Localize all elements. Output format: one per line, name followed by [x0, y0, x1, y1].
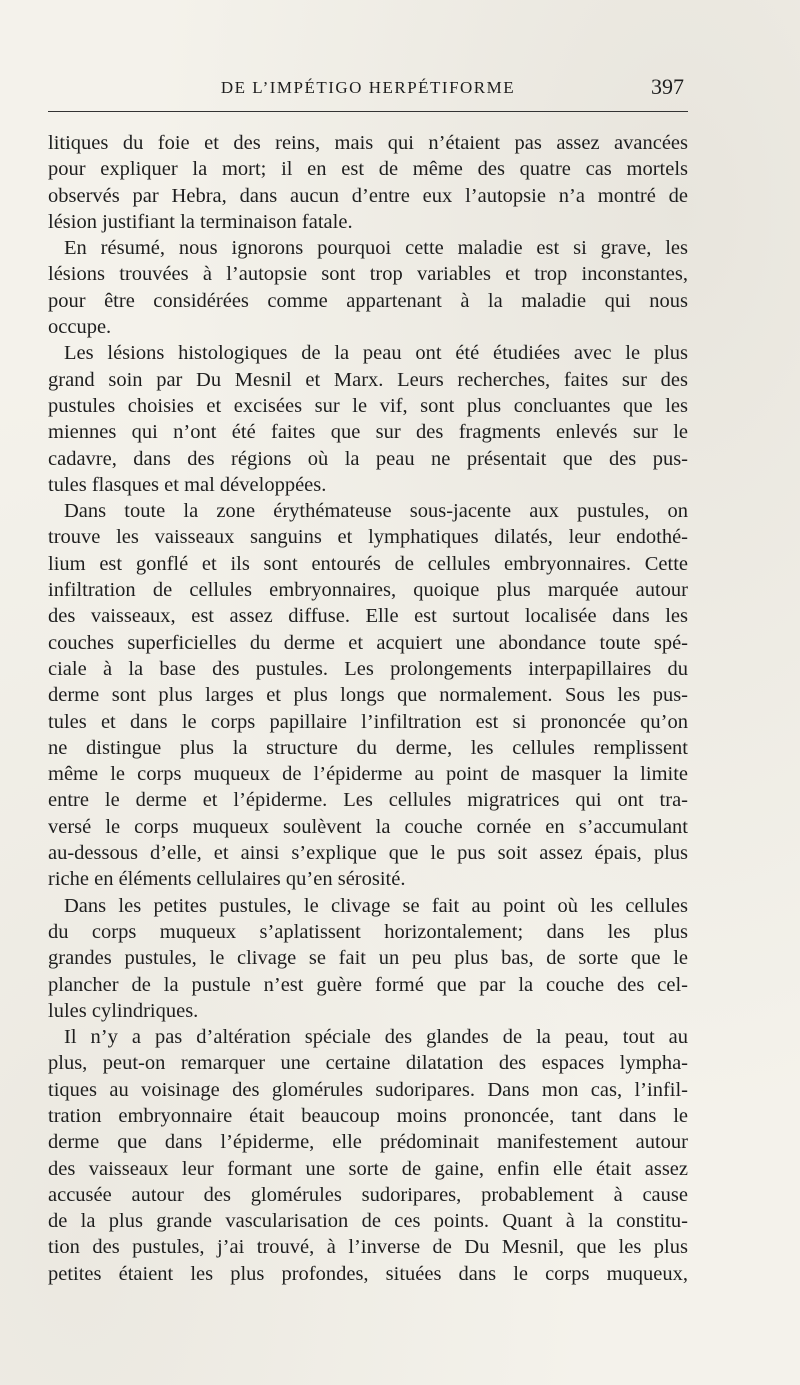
text-line: derme sont plus larges et plus longs que normalement. Sous les pus-: [48, 684, 688, 707]
text-line: occupe.: [48, 316, 112, 339]
text-line: derme que dans l’épiderme, elle prédominait manifestement autour: [48, 1131, 688, 1154]
text-line: pour expliquer la mort; il en est de même des quatre cas mortels: [48, 158, 688, 181]
text-line: plus, peut-on remarquer une certaine dilatation des espaces lympha-: [48, 1052, 688, 1075]
text-line: au-dessous d’elle, et ainsi s’explique que le pus soit assez épais, plus: [48, 842, 688, 865]
text-line: tration embryonnaire était beaucoup moins prononcée, tant dans le: [48, 1104, 688, 1127]
text-line: riche en éléments cellulaires qu’en sérosité.: [48, 868, 406, 891]
text-line: des vaisseaux, est assez diffuse. Elle est surtout localisée dans les: [48, 605, 688, 628]
text-line: couches superficielles du derme et acquiert une abondance toute spé-: [48, 631, 688, 654]
text-line: des vaisseaux leur formant une sorte de gaine, enfin elle était assez: [48, 1157, 688, 1180]
text-line: de la plus grande vascularisation de ces points. Quant à la constitu-: [48, 1210, 688, 1233]
text-line: observés par Hebra, dans aucun d’entre eux l’autopsie n’a montré de: [48, 184, 688, 207]
text-line: lésions trouvées à l’autopsie sont trop variables et trop inconstantes,: [48, 263, 688, 286]
page-number: 397: [651, 74, 684, 99]
text-line: lium est gonflé et ils sont entourés de cellules embryonnaires. Cette: [48, 552, 688, 575]
text-line: accusée autour des glomérules sudoripares, probablement à cause: [48, 1183, 688, 1206]
text-line: grand soin par Du Mesnil et Marx. Leurs recherches, faites sur des: [48, 368, 688, 391]
text-line: tiques au voisinage des glomérules sudoripares. Dans mon cas, l’infil-: [48, 1078, 688, 1101]
header-rule: [48, 111, 688, 112]
text-line: Dans les petites pustules, le clivage se fait au point où les cellules: [64, 894, 688, 917]
text-line: du corps muqueux s’aplatissent horizontalement; dans les plus: [48, 920, 688, 943]
page-header: [48, 74, 688, 104]
running-title: DE L’IMPÉTIGO HERPÉTIFORME: [220, 78, 516, 97]
text-line: miennes qui n’ont été faites que sur des fragments enlevés sur le: [48, 421, 688, 444]
text-line: ciale à la base des pustules. Les prolongements interpapillaires du: [48, 657, 688, 680]
text-line: infiltration de cellules embryonnaires, quoique plus marquée autour: [48, 579, 688, 602]
text-line: plancher de la pustule n’est guère formé que par la couche des cel-: [48, 973, 688, 996]
text-line: tion des pustules, j’ai trouvé, à l’inverse de Du Mesnil, que les plus: [48, 1236, 688, 1259]
text-line: ne distingue plus la structure du derme, les cellules remplissent: [48, 736, 688, 759]
text-line: Les lésions histologiques de la peau ont été étudiées avec le plus: [64, 342, 688, 365]
text-line: tules flasques et mal développées.: [48, 473, 327, 496]
text-line: pour être considérées comme appartenant à la maladie qui nous: [48, 289, 688, 312]
text-line: cadavre, dans des régions où la peau ne présentait que des pus-: [48, 447, 688, 470]
text-line: versé le corps muqueux soulèvent la couche cornée en s’accumulant: [48, 815, 688, 838]
text-line: litiques du foie et des reins, mais qui n’étaient pas assez avancées: [48, 132, 688, 154]
text-line: tules et dans le corps papillaire l’infiltration est si prononcée qu’on: [48, 710, 688, 733]
text-line: même le corps muqueux de l’épiderme au point de masquer la limite: [48, 763, 688, 786]
text-line: lésion justifiant la terminaison fatale.: [48, 210, 353, 233]
text-line: lules cylindriques.: [48, 999, 199, 1022]
text-line: trouve les vaisseaux sanguins et lymphatiques dilatés, leur endothé-: [48, 526, 688, 549]
text-line: petites étaient les plus profondes, situées dans le corps muqueux,: [48, 1262, 688, 1285]
text-line: Dans toute la zone érythémateuse sous-jacente aux pustules, on: [64, 500, 688, 523]
body-text: [48, 130, 688, 1287]
text-line: grandes pustules, le clivage se fait un peu plus bas, de sorte que le: [48, 947, 688, 970]
text-line: entre le derme et l’épiderme. Les cellules migratrices qui ont tra-: [48, 789, 688, 812]
text-line: En résumé, nous ignorons pourquoi cette maladie est si grave, les: [64, 237, 688, 260]
text-line: Il n’y a pas d’altération spéciale des glandes de la peau, tout au: [64, 1026, 688, 1049]
text-line: pustules choisies et excisées sur le vif, sont plus concluantes que les: [48, 394, 688, 417]
